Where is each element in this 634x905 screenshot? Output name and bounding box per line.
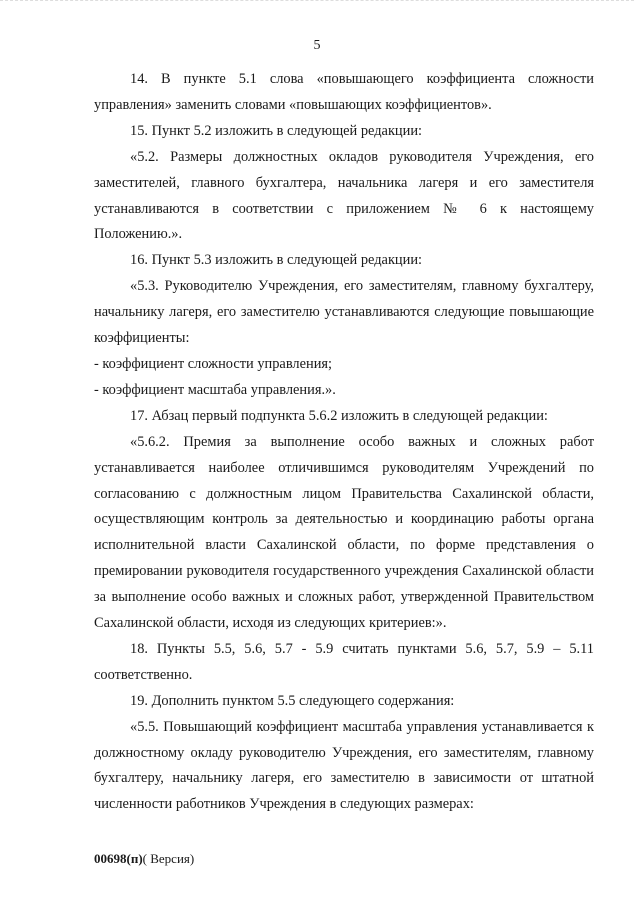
paragraph-18: 18. Пункты 5.5, 5.6, 5.7 - 5.9 считать пунктами 5.6, 5.7, 5.9 – 5.11 соответственно. (94, 640, 594, 683)
paragraph-5-5: «5.5. Повышающий коэффициент масштаба управления устанавливается к должностному окладу руководителю Учреждения, его заместителям, главному бухгалтеру, начальнику лагеря, его заместителю в зависимости от штатной численности работников Учреждения в следующих размерах: (94, 718, 594, 813)
list-item-scale: - коэффициент масштаба управления.». (94, 381, 336, 398)
paragraph-5-3: «5.3. Руководителю Учреждения, его заместителям, главному бухгалтеру, начальнику лагеря, его заместителю устанавливаются следующие повышающие коэффициенты: (94, 278, 594, 347)
list-item-complexity: - коэффициент сложности управления; (94, 355, 333, 372)
page-number: 5 (313, 38, 321, 53)
document-footer (94, 851, 194, 867)
document-version: ( Версия) (142, 851, 195, 866)
paragraph-15: 15. Пункт 5.2 изложить в следующей редакции: (130, 122, 423, 139)
scan-edge-artifact (0, 0, 634, 7)
paragraph-17: 17. Абзац первый подпункта 5.6.2 изложить в следующей редакции: (130, 407, 548, 424)
paragraph-5-6-2: «5.6.2. Премия за выполнение особо важных и сложных работ устанавливается наиболее отличившимся руководителям Учреждений по согласованию с должностным лицом Правительства Сахалинской области, осуществляющим контроль за деятельностью и координацию работы органа исполнительной власти Сахалинской области, по форме представления о премировании руководителя государственного учреждения Сахалинской области за выполнение особо важных и сложных работ, утвержденной Правительством Сахалинской области, исходя из следующих критериев:». (94, 433, 594, 632)
document-code: 00698(п) (94, 851, 143, 866)
paragraph-19: 19. Дополнить пунктом 5.5 следующего содержания: (130, 692, 455, 709)
paragraph-16: 16. Пункт 5.3 изложить в следующей редакции: (130, 252, 423, 269)
document-body (94, 67, 594, 818)
paragraph-5-2: «5.2. Размеры должностных окладов руководителя Учреждения, его заместителей, главного бухгалтера, начальника лагеря и его заместителя устанавливаются в соответствии с приложением № 6 к настоящему Положению.». (94, 148, 594, 243)
paragraph-14: 14. В пункте 5.1 слова «повышающего коэффициента сложности управления» заменить словами «повышающих коэффициентов». (94, 71, 594, 113)
